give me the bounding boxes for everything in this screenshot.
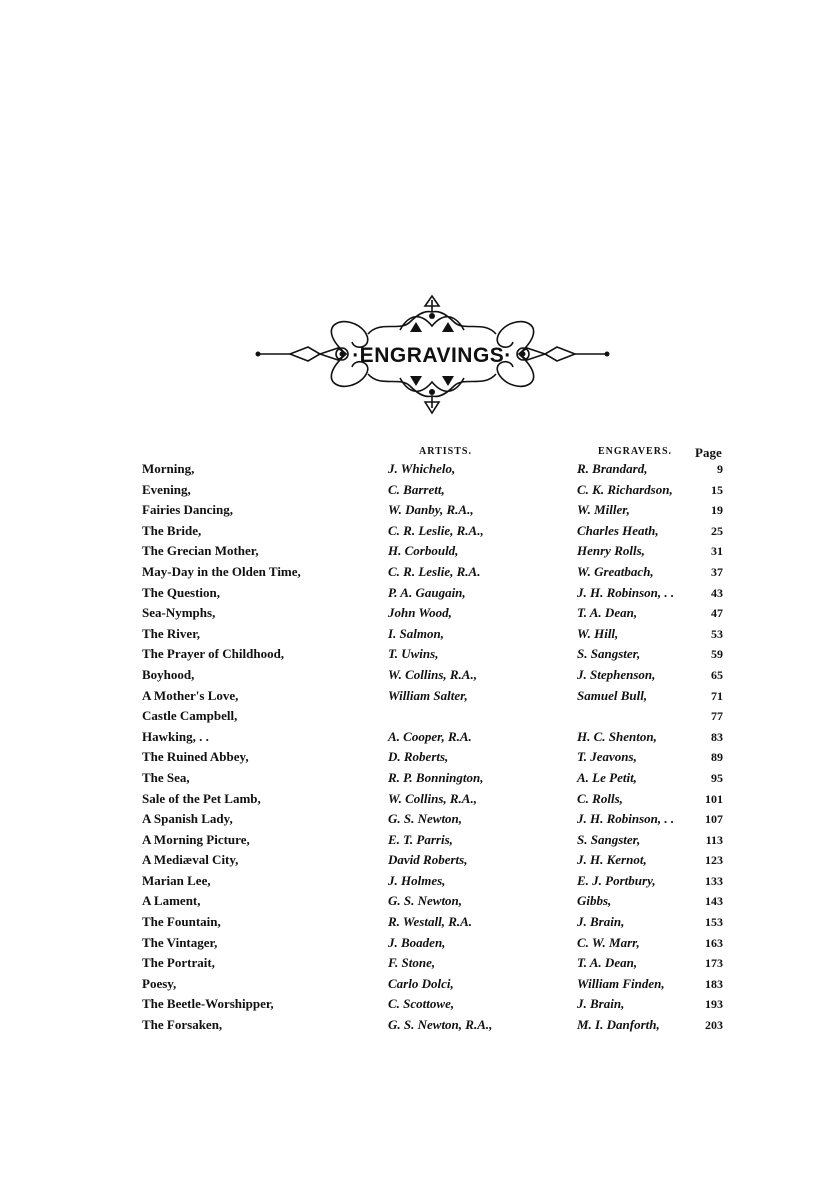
engraving-title: The Question, [142,584,221,600]
list-item [0,686,840,707]
page-number: 53 [711,626,723,641]
artist-name: I. Salmon, [388,625,444,641]
engraver-name: W. Hill, [577,625,619,641]
page-number: 43 [711,585,723,600]
page-number: 15 [711,482,723,497]
list-item [0,603,840,624]
engraver-name: W. Miller, [577,502,630,518]
list-item [0,891,840,912]
artist-name: R. P. Bonnington, [388,769,484,785]
list-item [0,644,840,665]
list-item [0,871,840,892]
page-number: 19 [711,503,723,518]
list-item [0,850,840,871]
page-number: 83 [711,729,723,744]
list-item [0,521,840,542]
list-item [0,541,840,562]
artist-name: W. Danby, R.A., [388,502,474,518]
page-number: 173 [705,956,723,971]
engraver-name: J. H. Kernot, [577,852,647,868]
engraver-name: E. J. Portbury, [577,872,656,888]
list-item [0,1015,840,1036]
engraving-title: The River, [142,625,201,641]
engraving-title: A Mediæval City, [142,852,239,868]
list-item [0,933,840,954]
list-item [0,480,840,501]
artist-name: G. S. Newton, R.A., [388,1017,493,1033]
page-number: 71 [711,688,723,703]
artist-name: E. T. Parris, [388,831,453,847]
artist-name: A. Cooper, R.A. [388,728,472,744]
artist-name: William Salter, [388,687,468,703]
page-number: 133 [705,873,723,888]
engraver-name: T. Jeavons, [577,749,637,765]
artist-name: David Roberts, [388,852,468,868]
engraving-title: A Lament, [142,893,201,909]
engravings-list [0,459,840,1036]
artist-name: W. Collins, R.A., [388,790,477,806]
artist-name: T. Uwins, [388,646,439,662]
list-item [0,912,840,933]
engraving-title: Morning, [142,461,195,476]
engraving-title: Sale of the Pet Lamb, [142,790,261,806]
artist-name: C. R. Leslie, R.A. [388,563,481,579]
list-item [0,974,840,995]
artist-name: D. Roberts, [388,749,449,765]
page-number: 59 [711,647,723,662]
engraver-name: C. W. Marr, [577,934,640,950]
list-item [0,665,840,686]
list-item [0,809,840,830]
artist-name: John Wood, [388,605,452,621]
engraver-name: M. I. Danforth, [577,1017,660,1033]
engravers-column-heading: ENGRAVERS. [598,446,672,457]
page-number: 193 [705,997,723,1012]
engraver-name: S. Sangster, [577,646,641,662]
engraving-title: The Ruined Abbey, [142,749,249,765]
page-number: 47 [711,606,723,621]
engraver-name: C. K. Richardson, [577,481,673,497]
engraving-title: A Mother's Love, [142,687,239,703]
page-number: 163 [705,935,723,950]
engraving-title: Hawking, . . [142,728,209,744]
artist-name: G. S. Newton, [388,811,463,827]
page-number: 95 [711,770,723,785]
artist-name: F. Stone, [388,955,436,971]
engraving-title: The Vintager, [142,934,218,950]
page-number: 123 [705,853,723,868]
artists-column-heading: ARTISTS. [419,446,472,457]
page-number: 113 [705,832,723,847]
engraver-name: A. Le Petit, [577,769,637,785]
list-item [0,583,840,604]
engraving-title: The Fountain, [142,914,221,930]
engraver-name: R. Brandard, [577,461,648,476]
list-item [0,830,840,851]
list-item [0,500,840,521]
engraving-title: A Spanish Lady, [142,811,233,827]
page-number: 183 [705,976,723,991]
list-item [0,768,840,789]
engraving-title: The Beetle-Worshipper, [142,996,274,1012]
engraver-name: J. Brain, [577,996,625,1012]
engraver-name: William Finden, [577,975,665,991]
engraving-title: May-Day in the Olden Time, [142,563,301,579]
page-number: 77 [711,709,723,724]
engraver-name: Charles Heath, [577,522,659,538]
engraver-name: C. Rolls, [577,790,623,806]
engraving-title: Castle Campbell, [142,708,238,724]
page-number: 25 [711,523,723,538]
page-number: 101 [705,791,723,806]
engraver-name: H. C. Shenton, [577,728,657,744]
list-item [0,624,840,645]
engravings-heading: ·ENGRAVINGS· [352,344,512,367]
engraving-title: The Portrait, [142,955,215,971]
engraver-name: J. Stephenson, [577,666,656,682]
artist-name: W. Collins, R.A., [388,666,477,682]
engraver-name: Samuel Bull, [577,687,648,703]
list-item [0,747,840,768]
engraver-name: Gibbs, [577,893,612,909]
engraver-name: J. H. Robinson, . . [577,584,675,600]
artist-name: J. Boaden, [388,934,446,950]
artist-name: H. Corbould, [388,543,459,559]
engravings-ornament-header [250,292,615,417]
artist-name: G. S. Newton, [388,893,463,909]
list-item [0,459,840,480]
engraving-title: Evening, [142,481,191,497]
artist-name: C. Scottowe, [388,996,455,1012]
artist-name: C. Barrett, [388,481,445,497]
list-item [0,994,840,1015]
page-number: 31 [711,544,723,559]
engraving-title: Poesy, [142,975,177,991]
page-column-heading: Page [695,445,722,460]
artist-name: C. R. Leslie, R.A., [388,522,484,538]
page-number: 153 [705,915,723,930]
engraver-name: Henry Rolls, [577,543,645,559]
artist-name: Carlo Dolci, [388,975,454,991]
engraving-title: The Sea, [142,769,190,785]
engraving-title: Fairies Dancing, [142,502,233,518]
artist-name: J. Holmes, [388,872,446,888]
page-number: 9 [717,462,723,476]
engraving-title: The Forsaken, [142,1017,223,1033]
page-number: 37 [711,564,723,579]
engraving-title: The Prayer of Childhood, [142,646,285,662]
artist-name: R. Westall, R.A. [388,914,473,930]
engraver-name: T. A. Dean, [577,955,638,971]
page-number: 203 [705,1018,723,1033]
list-item [0,706,840,727]
artist-name: J. Whichelo, [388,461,456,476]
engraving-title: A Morning Picture, [142,831,250,847]
artist-name: P. A. Gaugain, [388,584,466,600]
engraving-title: The Bride, [142,522,202,538]
engraver-name: T. A. Dean, [577,605,638,621]
engraving-title: Sea-Nymphs, [142,605,216,621]
engraving-title: Boyhood, [142,666,195,682]
engraving-title: Marian Lee, [142,872,211,888]
engraver-name: W. Greatbach, [577,563,654,579]
list-item [0,953,840,974]
engraving-title: The Grecian Mother, [142,543,259,559]
page-number: 143 [705,894,723,909]
list-item [0,727,840,748]
list-item [0,789,840,810]
engraver-name: S. Sangster, [577,831,641,847]
engraver-name: J. H. Robinson, . . [577,811,675,827]
page-number: 65 [711,667,723,682]
page-number: 89 [711,750,723,765]
page-number: 107 [705,812,723,827]
list-item [0,562,840,583]
engraver-name: J. Brain, [577,914,625,930]
